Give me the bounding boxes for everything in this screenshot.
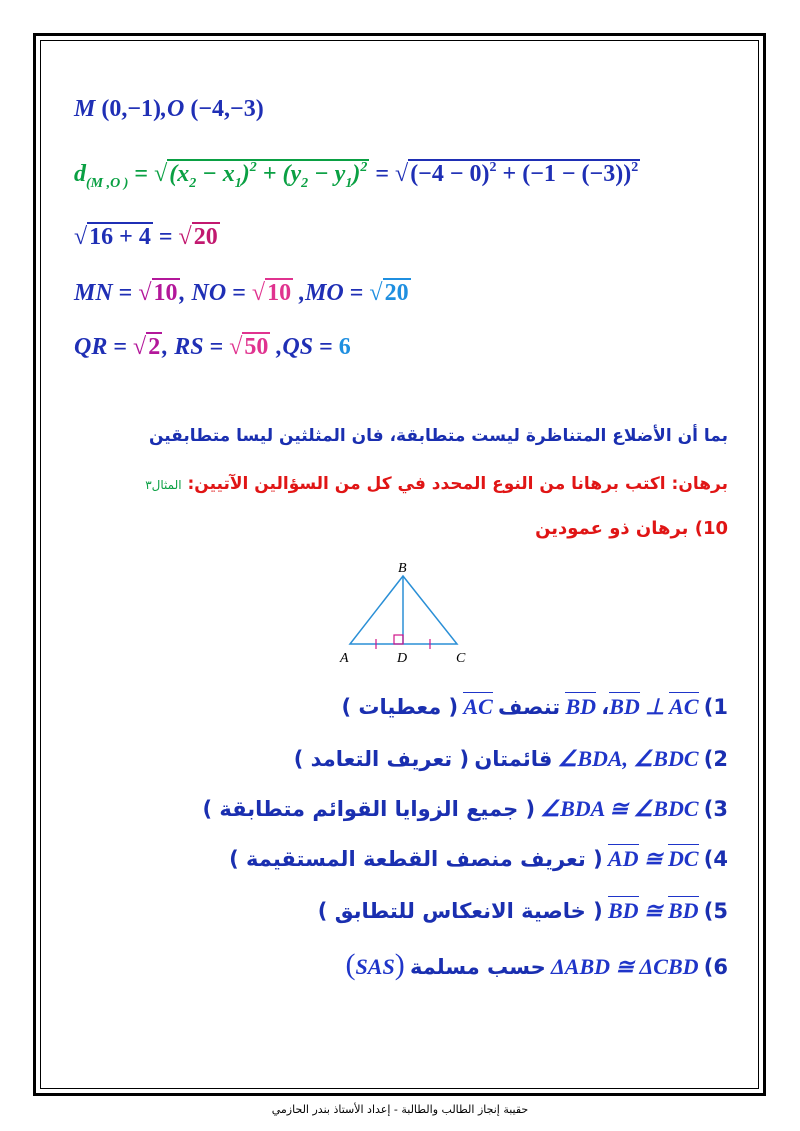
step-1-math: BD ⊥ AC bbox=[609, 694, 699, 719]
step-number: 1) bbox=[703, 695, 728, 719]
math-line-triangle1-sides: MN = √10, NO = √10 ,MO = √20 bbox=[74, 280, 409, 306]
radicand-result: 20 bbox=[193, 224, 218, 250]
step-number: 5) bbox=[703, 899, 728, 923]
side-mn-label: MN bbox=[74, 280, 113, 306]
equals-sign-2: = bbox=[375, 161, 390, 187]
math-line-triangle2-sides: QR = √2, RS = √50 ,QS = 6 bbox=[74, 334, 351, 360]
math-line-simplify: √16 + 4 = √20 bbox=[74, 224, 218, 250]
radicand-sum: 16 + 4 bbox=[89, 224, 151, 250]
step-1-reason: ( معطيات ) bbox=[341, 695, 459, 719]
math-line-distance-formula bbox=[74, 160, 640, 192]
equals-sign-3: = bbox=[158, 224, 173, 250]
proof-step-1: 1) BD ⊥ AC، BD تنصف AC ( معطيات ) bbox=[341, 694, 728, 719]
step-6-math: ΔABD ≅ ΔCBD bbox=[551, 954, 699, 979]
step-6-reason: (SAS) bbox=[345, 948, 405, 981]
proof-step-5 bbox=[318, 898, 728, 924]
step-4-math: AD ≅ DC bbox=[607, 846, 699, 871]
side-qr-value: 2 bbox=[148, 334, 161, 360]
equals-sign: = bbox=[134, 161, 149, 187]
point-o-label: ,O bbox=[161, 96, 185, 122]
side-no-value: 10 bbox=[267, 280, 292, 306]
vertex-b-label: B bbox=[398, 561, 407, 576]
proof-step-6 bbox=[346, 948, 728, 982]
side-qs-value: 6 bbox=[338, 334, 351, 360]
proof-heading: برهان: اكتب برهانا من النوع المحدد في كل من السؤالين الآتيين: bbox=[187, 474, 728, 494]
proof-step-3 bbox=[203, 796, 729, 822]
side-mo-value: 20 bbox=[384, 280, 409, 306]
point-m-label: M bbox=[74, 96, 96, 122]
conclusion-text: بما أن الأضلاع المتناظرة ليست متطابقة، فان المثلثين ليسا متطابقين bbox=[148, 426, 728, 446]
triangle-figure bbox=[335, 558, 475, 670]
page-footer: حقيبة إنجاز الطالب والطالبة - إعداد الأستاذ بندر الحازمي bbox=[271, 1103, 529, 1116]
step-4-reason: ( تعريف منصف القطعة المستقيمة ) bbox=[229, 847, 603, 871]
step-2-word: قائمتان bbox=[474, 747, 553, 771]
step-number: 6) bbox=[703, 955, 728, 979]
segment-bd: BD bbox=[565, 694, 596, 719]
step-number: 2) bbox=[703, 747, 728, 771]
vertex-a-label: A bbox=[340, 651, 349, 666]
point-m-coord: (0,−1) bbox=[101, 96, 162, 122]
right-angle-mark bbox=[394, 635, 403, 644]
sqrt-symbol: √ bbox=[154, 161, 168, 187]
point-o-coord: (−4,−3) bbox=[190, 96, 264, 122]
step-1-word: تنصف bbox=[498, 695, 561, 719]
point-d-label: D bbox=[397, 651, 408, 666]
sqrt-symbol-2: √ bbox=[395, 161, 409, 187]
example-reference: المثال٣ bbox=[145, 478, 182, 492]
side-qs-label: ,QS bbox=[276, 334, 314, 360]
proof-step-2 bbox=[294, 746, 728, 772]
proof-instruction bbox=[145, 474, 728, 494]
question-10-title: 10) برهان ذو عمودين bbox=[535, 518, 728, 539]
step-3-reason: ( جميع الزوايا القوائم متطابقة ) bbox=[202, 797, 536, 821]
step-5-math: BD ≅ BD bbox=[607, 898, 699, 923]
distance-symbol: d bbox=[74, 161, 86, 187]
substituted-radicand: $(-4 - 0)^2 + (-1 - (-3))^2$ bbox=[410, 160, 639, 187]
segment-ac: AC bbox=[463, 694, 493, 719]
step-2-reason: ( تعريف التعامد ) bbox=[293, 747, 470, 771]
step-5-reason: ( خاصية الانعكاس للتطابق ) bbox=[317, 899, 603, 923]
proof-step-4 bbox=[229, 846, 728, 872]
side-rs-value: 50 bbox=[244, 334, 269, 360]
side-mn-value: 10 bbox=[153, 280, 178, 306]
distance-subscript: (M ,O ) bbox=[86, 176, 129, 191]
side-no-label: , NO bbox=[179, 280, 227, 306]
math-line-coordinates bbox=[74, 96, 264, 123]
step-6-word: حسب مسلمة bbox=[409, 955, 546, 979]
side-mo-label: ,MO bbox=[299, 280, 344, 306]
step-2-math: ∠BDA, ∠BDC bbox=[557, 746, 699, 771]
distance-radicand: $(x_2 - x_1)^2 + (y_2 - y_1)^2$ bbox=[169, 160, 368, 191]
step-3-math: ∠BDA ≅ ∠BDC bbox=[540, 796, 699, 821]
vertex-c-label: C bbox=[456, 651, 466, 666]
step-number: 4) bbox=[703, 847, 728, 871]
step-number: 3) bbox=[703, 797, 728, 821]
side-rs-label: , RS bbox=[162, 334, 204, 360]
side-qr-label: QR bbox=[74, 334, 108, 360]
